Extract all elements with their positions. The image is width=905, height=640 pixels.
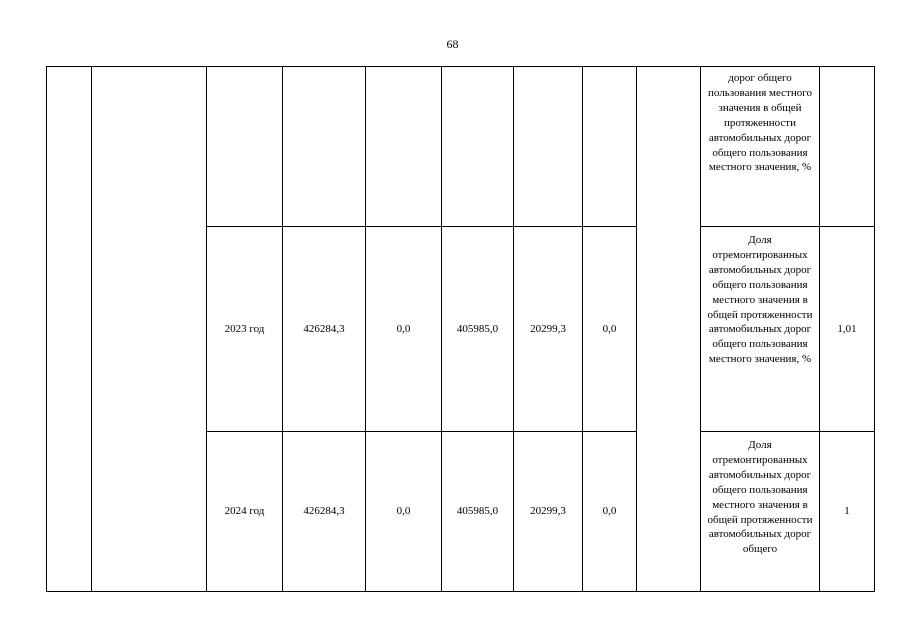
indicator-cell: Доля отремонтированных автомобильных дорог общего пользования местного значения в общей протяженности автомобильных дорог общего пользования местного значения, % <box>701 227 820 432</box>
program-table <box>46 66 875 592</box>
year-cell <box>207 67 283 227</box>
other-sources-cell: 0,0 <box>583 227 637 432</box>
indicator-cell: Доля отремонтированных автомобильных дорог общего пользования местного значения в общей протяженности автомобильных дорог общего <box>701 432 820 592</box>
federal-budget-cell <box>366 67 442 227</box>
federal-budget-cell: 0,0 <box>366 432 442 592</box>
local-budget-cell: 20299,3 <box>514 227 583 432</box>
other-sources-cell <box>583 67 637 227</box>
executor-cell <box>637 67 701 592</box>
total-cell <box>283 67 366 227</box>
year-cell: 2024 год <box>207 432 283 592</box>
federal-budget-cell: 0,0 <box>366 227 442 432</box>
local-budget-cell <box>514 67 583 227</box>
year-cell: 2023 год <box>207 227 283 432</box>
regional-budget-cell: 405985,0 <box>442 227 514 432</box>
total-cell: 426284,3 <box>283 432 366 592</box>
indicator-value-cell: 1,01 <box>820 227 875 432</box>
total-cell: 426284,3 <box>283 227 366 432</box>
other-sources-cell: 0,0 <box>583 432 637 592</box>
indicator-value-cell <box>820 67 875 227</box>
table-row <box>47 67 875 227</box>
program-name-cell <box>92 67 207 592</box>
local-budget-cell: 20299,3 <box>514 432 583 592</box>
row-number-cell <box>47 67 92 592</box>
regional-budget-cell: 405985,0 <box>442 432 514 592</box>
regional-budget-cell <box>442 67 514 227</box>
indicator-cell: дорог общего пользования местного значения в общей протяженности автомобильных дорог общего пользования местного значения, % <box>701 67 820 227</box>
page-number: 68 <box>446 37 459 51</box>
indicator-value-cell: 1 <box>820 432 875 592</box>
